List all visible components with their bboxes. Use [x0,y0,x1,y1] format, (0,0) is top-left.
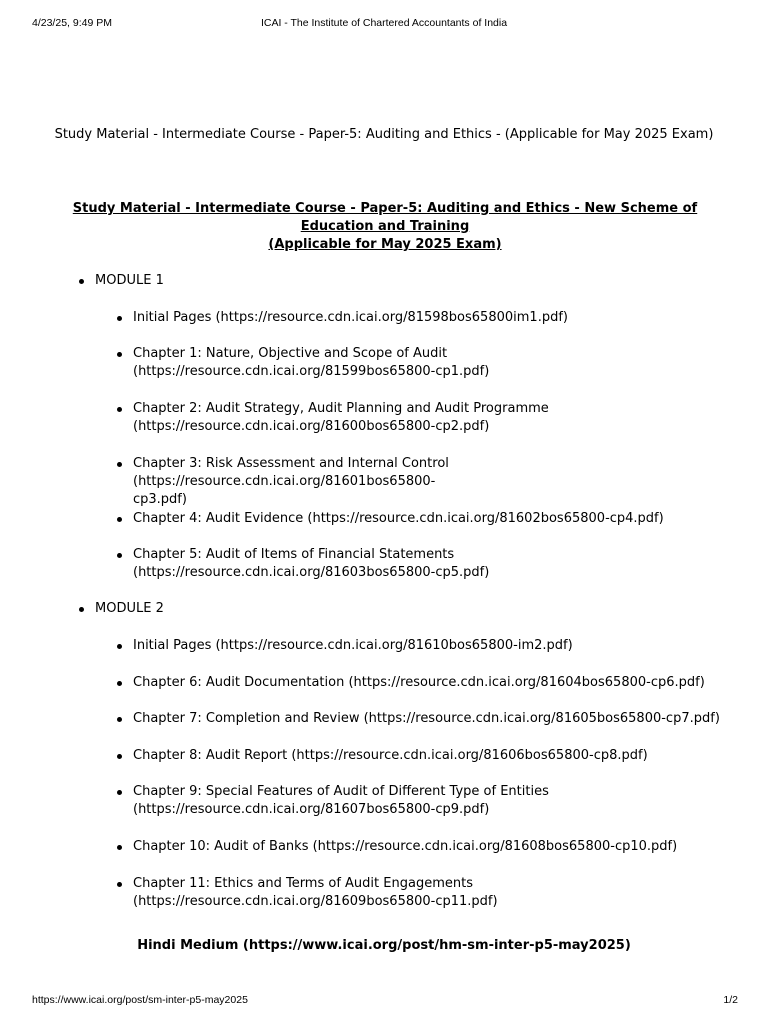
module-2-initial-pages-link[interactable]: Initial Pages (https://resource.cdn.icai.org/81610bos65800-im2.pdf) [133,638,573,653]
chapter-11-link[interactable]: Chapter 11: Ethics and Terms of Audit Engagements (https://resource.cdn.icai.org/81609bos65800-cp11.pdf) [133,876,498,909]
print-site-title: ICAI - The Institute of Chartered Accountants of India [260,17,508,29]
module-1-initial-pages-link[interactable]: Initial Pages (https://resource.cdn.icai.org/81598bos65800im1.pdf) [133,310,568,325]
chapter-2-link[interactable]: Chapter 2: Audit Strategy, Audit Planning and Audit Programme (https://resource.cdn.icai.org/81600bos65800-cp2.pdf) [133,401,549,434]
chapter-4-link[interactable]: Chapter 4: Audit Evidence (https://resource.cdn.icai.org/81602bos65800-cp4.pdf) [133,511,664,526]
page-title: Study Material - Intermediate Course - Paper-5: Auditing and Ethics - (Applicable for May 2025 Exam) [54,127,714,142]
module-1-label: MODULE 1 [95,273,164,288]
chapter-10-link[interactable]: Chapter 10: Audit of Banks (https://resource.cdn.icai.org/81608bos65800-cp10.pdf) [133,839,678,854]
chapter-7-link[interactable]: Chapter 7: Completion and Review (https://resource.cdn.icai.org/81605bos65800-cp7.pdf) [133,711,720,726]
chapter-6-link[interactable]: Chapter 6: Audit Documentation (https://resource.cdn.icai.org/81604bos65800-cp6.pdf) [133,675,705,690]
bullet-icon [117,462,122,467]
hindi-medium-link[interactable]: Hindi Medium (https://www.icai.org/post/hm-sm-inter-p5-may2025) [137,938,631,953]
bullet-icon [117,681,122,686]
print-footer [0,994,768,1008]
bullet-icon [117,845,122,850]
bullet-icon [117,644,122,649]
print-header [0,17,768,31]
heading-line-1: Study Material - Intermediate Course - Paper-5: Auditing and Ethics - New Scheme of Education and Training [72,201,698,234]
chapter-5-link[interactable]: Chapter 5: Audit of Items of Financial Statements (https://resource.cdn.icai.org/81603bos65800-cp5.pdf) [133,547,490,580]
chapter-9-link[interactable]: Chapter 9: Special Features of Audit of Different Type of Entities (https://resource.cdn.icai.org/81607bos65800-cp9.pdf) [133,784,549,817]
module-2-label: MODULE 2 [95,601,164,616]
bullet-icon [79,279,84,284]
heading-line-2: (Applicable for May 2025 Exam) [268,237,502,252]
chapter-8-link[interactable]: Chapter 8: Audit Report (https://resource.cdn.icai.org/81606bos65800-cp8.pdf) [133,748,648,763]
bullet-icon [117,754,122,759]
bullet-icon [117,882,122,887]
chapter-3-link[interactable]: Chapter 3: Risk Assessment and Internal Control (https://resource.cdn.icai.org/81601bos65800- cp3.pdf) [133,456,449,507]
study-material-heading [60,200,710,254]
bullet-icon [117,790,122,795]
bullet-icon [79,607,84,612]
bullet-icon [117,553,122,558]
bullet-icon [117,316,122,321]
page-number: 1/2 [723,994,738,1006]
bullet-icon [117,352,122,357]
bullet-icon [117,717,122,722]
bullet-icon [117,407,122,412]
print-datetime: 4/23/25, 9:49 PM [32,17,112,29]
print-url: https://www.icai.org/post/sm-inter-p5-may2025 [32,994,248,1006]
chapter-1-link[interactable]: Chapter 1: Nature, Objective and Scope of Audit (https://resource.cdn.icai.org/81599bos65800-cp1.pdf) [133,346,490,379]
bullet-icon [117,517,122,522]
